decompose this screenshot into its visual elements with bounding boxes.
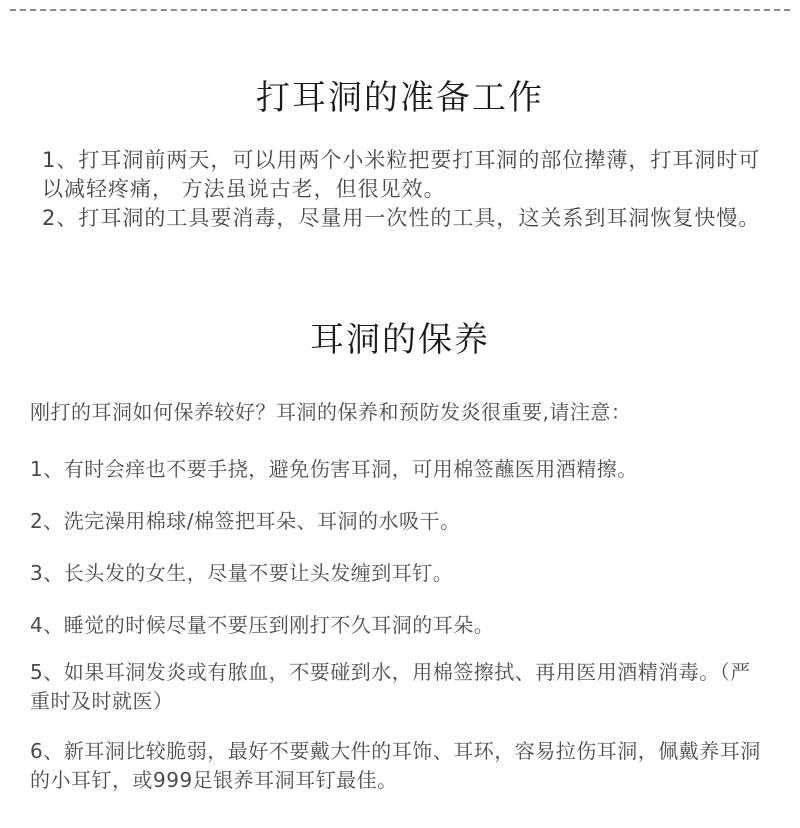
care-item-4: 4、睡觉的时候尽量不要压到刚打不久耳洞的耳朵。 bbox=[30, 613, 495, 637]
care-item-2: 2、洗完澡用棉球/棉签把耳朵、耳洞的水吸干。 bbox=[30, 509, 461, 533]
prep-section-title: 打耳洞的准备工作 bbox=[256, 78, 544, 118]
prep-item-1: 1、打耳洞前两天，可以用两个小米粒把要打耳洞的部位撵薄，打耳洞时可以减轻疼痛， 方法虽说古老，但很见效。 bbox=[42, 148, 761, 201]
care-item-6: 6、新耳洞比较脆弱，最好不要戴大件的耳饰、耳环，容易拉伤耳洞，佩戴养耳洞的小耳钉，或999足银养耳洞耳钉最佳。 bbox=[30, 739, 761, 792]
care-item-1: 1、有时会痒也不要手挠，避免伤害耳洞，可用棉签蘸医用酒精擦。 bbox=[30, 457, 638, 481]
care-section-title: 耳洞的保养 bbox=[310, 320, 490, 360]
care-item-5: 5、如果耳洞发炎或有脓血，不要碰到水，用棉签擦拭、再用医用酒精消毒。（严重时及时就医） bbox=[30, 660, 751, 713]
prep-section-body bbox=[42, 146, 762, 233]
care-item-3: 3、长头发的女生，尽量不要让头发缠到耳钉。 bbox=[30, 561, 454, 585]
dashed-divider bbox=[10, 9, 790, 11]
care-intro: 刚打的耳洞如何保养较好？耳洞的保养和预防发炎很重要,请注意： bbox=[30, 400, 632, 424]
prep-item-2: 2、打耳洞的工具要消毒，尽量用一次性的工具，这关系到耳洞恢复快慢。 bbox=[42, 206, 761, 230]
